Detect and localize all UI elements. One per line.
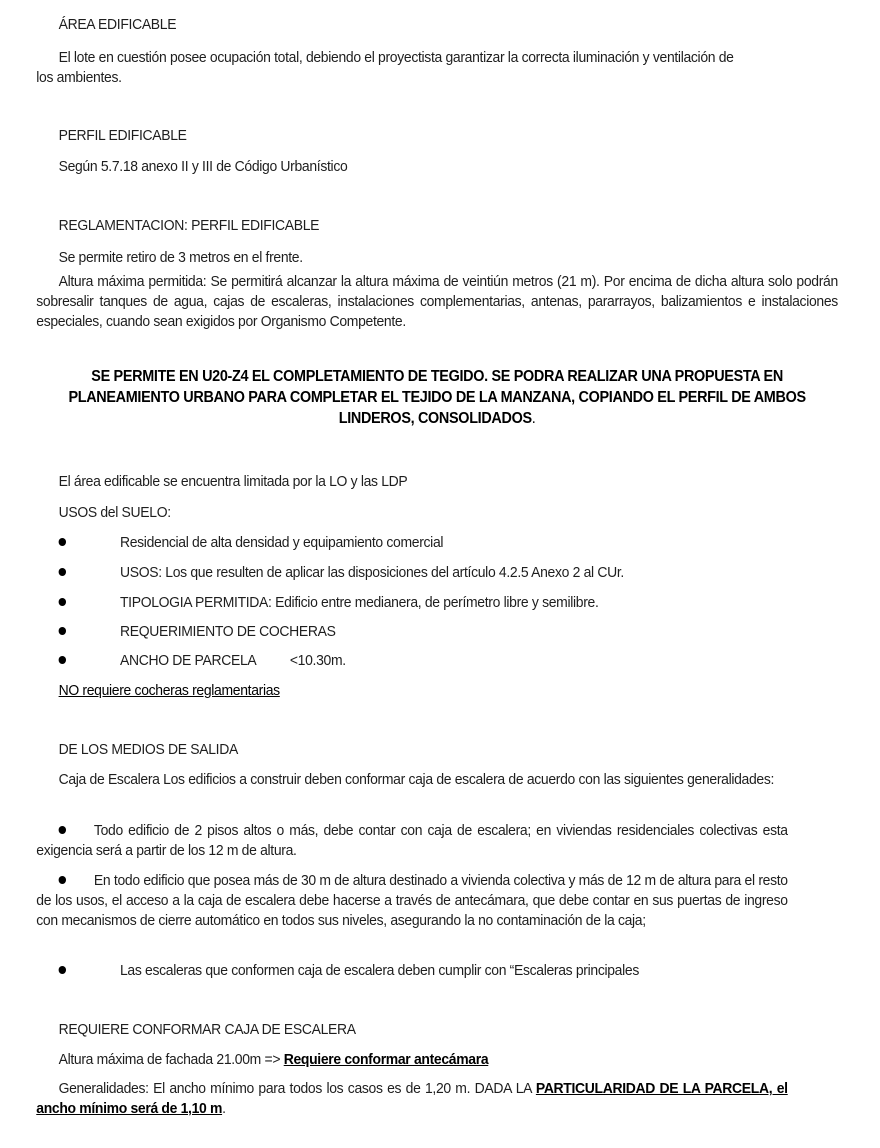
paragraph-perfil-edificable: Según 5.7.18 anexo II y III de Código Urbanístico bbox=[58, 158, 348, 175]
paragraph-altura-maxima: Altura máxima permitida: Se permitirá alcanzar la altura máxima de veintiún metros (21 m). Por encima de dicha altura solo podrán sobresalir tanques de agua, cajas de escaleras, instalaciones complementarias, antenas, pararrayos, balizamientos e instalaciones especiales, cuando sean exigidos por Organismo Competente. bbox=[36, 273, 838, 330]
generalidades-end: . bbox=[222, 1100, 226, 1117]
bullet-text: USOS: Los que resulten de aplicar las disposiciones del artículo 4.2.5 Anexo 2 al CUr. bbox=[119, 564, 624, 581]
bullet-dot-icon bbox=[59, 966, 66, 974]
parcela-value: <10.30m. bbox=[289, 652, 346, 669]
bullet-dot-icon bbox=[59, 598, 66, 606]
heading-reglamentacion: REGLAMENTACION: PERFIL EDIFICABLE bbox=[58, 217, 320, 234]
generalidades-text: Generalidades: El ancho mínimo para todos los casos es de 1,20 m. DADA LA bbox=[58, 1080, 536, 1097]
bullet-item-cocheras bbox=[59, 622, 336, 642]
altura-text: Altura máxima de fachada 21.00m => bbox=[58, 1051, 284, 1068]
notice-line-3 bbox=[28, 408, 846, 429]
bullet-item-tipologia bbox=[59, 593, 599, 613]
particularidad-text: PARTICULARIDAD DE LA PARCELA, el ancho mínimo será de 1,10 m bbox=[36, 1080, 788, 1117]
bullet-item-30m bbox=[36, 871, 787, 931]
antecamara-link: Requiere conformar antecámara bbox=[283, 1051, 489, 1068]
bullet-dot-icon bbox=[59, 627, 66, 635]
notice-line-1: SE PERMITE EN U20-Z4 EL COMPLETAMIENTO DE TEGIDO. SE PODRA REALIZAR UNA PROPUESTA EN bbox=[91, 368, 783, 385]
bullet-item-ancho-parcela bbox=[59, 651, 346, 671]
bullet-item-2-pisos bbox=[36, 821, 787, 861]
bullet-item-escaleras bbox=[59, 961, 639, 981]
paragraph-caja-escalera: Caja de Escalera Los edificios a construir deben conformar caja de escalera de acuerdo con las siguientes generalidades: bbox=[58, 771, 775, 788]
bullet-text: REQUERIMIENTO DE COCHERAS bbox=[119, 623, 336, 640]
heading-area-edificable: ÁREA EDIFICABLE bbox=[58, 16, 177, 33]
bullet-text: Todo edificio de 2 pisos altos o más, debe contar con caja de escalera; en viviendas residenciales colectivas esta exigencia será a partir de los 12 m de altura. bbox=[36, 822, 788, 859]
heading-requiere-caja: REQUIERE CONFORMAR CAJA DE ESCALERA bbox=[58, 1021, 356, 1038]
bullet-dot-icon bbox=[59, 656, 66, 664]
notice-line-3-end: . bbox=[531, 410, 536, 427]
paragraph-generalidades bbox=[36, 1079, 787, 1119]
notice-line-2: PLANEAMIENTO URBANO PARA COMPLETAR EL TEJIDO DE LA MANZANA, COPIANDO EL PERFIL DE AMBOS bbox=[68, 389, 806, 406]
bullet-text: Residencial de alta densidad y equipamiento comercial bbox=[119, 534, 444, 551]
reglamentacion-retiro-line: Se permite retiro de 3 metros en el frente. bbox=[58, 249, 303, 266]
paragraph-area-limitada: El área edificable se encuentra limitada por la LO y las LDP bbox=[58, 473, 408, 490]
bullet-text: En todo edificio que posea más de 30 m de altura destinado a vivienda colectiva y más de 12 m de altura para el resto de los usos, el acceso a la caja de escalera debe hacerse a través de antecámara, que debe contar en sus puertas de ingreso con mecanismos de cierre automático en todos sus niveles, asegurando la no contaminación de la caja; bbox=[36, 872, 788, 929]
paragraph-area-edificable: El lote en cuestión posee ocupación total, debiendo el proyectista garantizar la correcta iluminación y ventilación de los ambientes. bbox=[36, 49, 734, 86]
notice-completamiento bbox=[28, 366, 846, 429]
heading-perfil-edificable: PERFIL EDIFICABLE bbox=[58, 127, 187, 144]
bullet-text: ANCHO DE PARCELA bbox=[119, 652, 257, 669]
bullet-text: TIPOLOGIA PERMITIDA: Edificio entre medianera, de perímetro libre y semilibre. bbox=[119, 594, 599, 611]
bullet-item-residencial bbox=[59, 533, 444, 553]
bullet-dot-icon bbox=[59, 826, 66, 834]
paragraph-altura-fachada bbox=[59, 1050, 489, 1070]
heading-usos-suelo: USOS del SUELO: bbox=[58, 504, 171, 521]
bullet-text: Las escaleras que conformen caja de escalera deben cumplir con “Escaleras principales bbox=[119, 962, 639, 979]
heading-medios-salida: DE LOS MEDIOS DE SALIDA bbox=[58, 741, 238, 758]
bullet-dot-icon bbox=[59, 568, 66, 576]
notice-line-3-text: LINDEROS, CONSOLIDADOS bbox=[338, 410, 532, 427]
bullet-dot-icon bbox=[59, 876, 66, 884]
bullet-item-usos bbox=[59, 563, 624, 583]
cocheras-note: NO requiere cocheras reglamentarias bbox=[58, 682, 280, 699]
bullet-dot-icon bbox=[59, 538, 66, 546]
